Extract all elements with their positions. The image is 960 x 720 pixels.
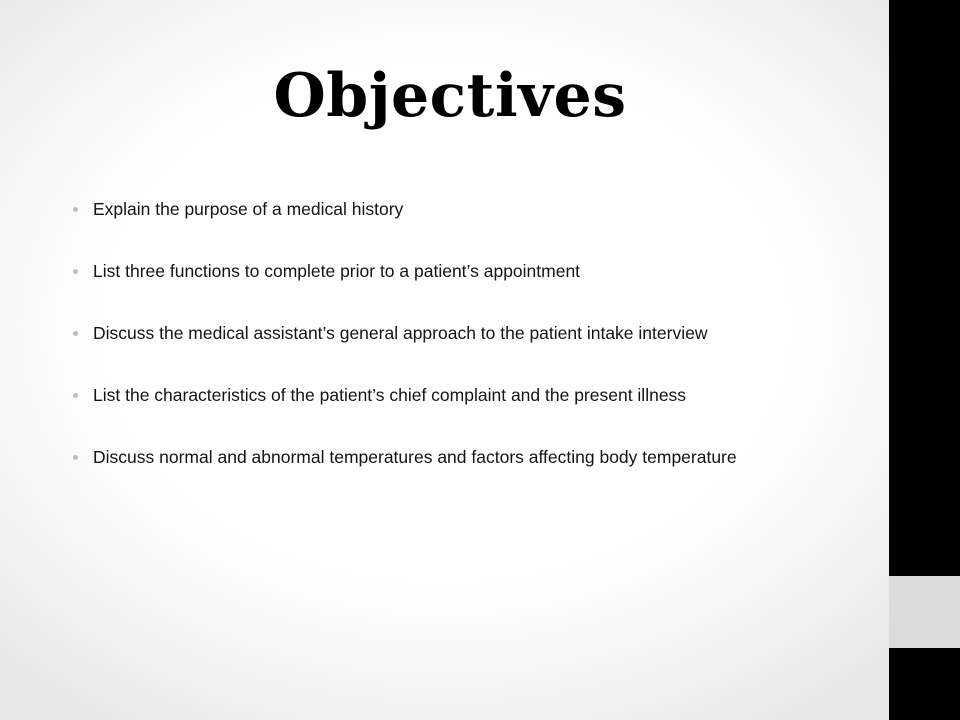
list-item-text: Explain the purpose of a medical history (93, 199, 404, 219)
bullet-icon (73, 269, 78, 274)
list-item-text: List three functions to complete prior to a patient’s appointment (93, 261, 581, 281)
list-item-text: Discuss normal and abnormal temperatures and factors affecting body temperature (93, 447, 737, 467)
list-item-text: List the characteristics of the patient’s chief complaint and the present illness (93, 385, 687, 405)
list-item (72, 382, 792, 408)
slide-title: Objectives (273, 61, 627, 131)
bullet-icon (73, 207, 78, 212)
bullet-icon (73, 393, 78, 398)
list-item (72, 320, 792, 346)
list-item (72, 258, 792, 284)
side-block-decoration (889, 576, 960, 648)
list-item-text: Discuss the medical assistant’s general approach to the patient intake interview (93, 323, 708, 343)
bullet-icon (73, 455, 78, 460)
list-item (72, 444, 792, 470)
bullet-icon (73, 331, 78, 336)
list-item (72, 196, 792, 222)
objectives-list (72, 196, 792, 506)
